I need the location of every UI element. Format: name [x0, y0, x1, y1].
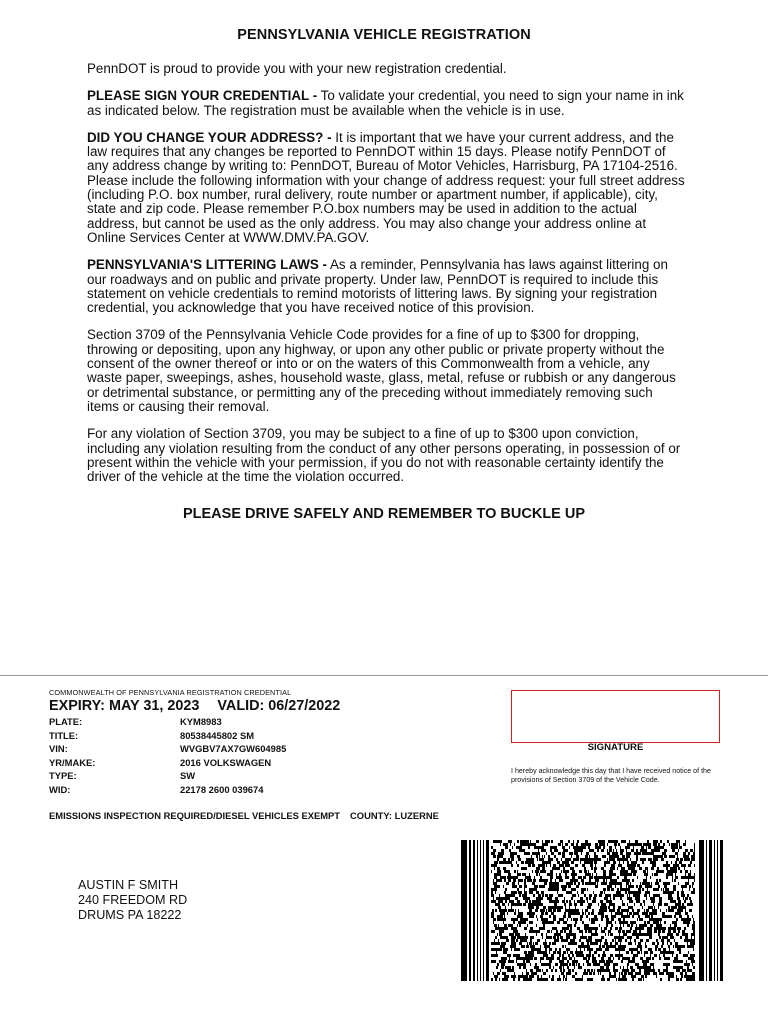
closing-message: PLEASE DRIVE SAFELY AND REMEMBER TO BUCKLE UP [182, 506, 586, 522]
intro-text: PennDOT is proud to provide you with your new registration credential. [87, 61, 507, 76]
address-text: It is important that we have your current address, and the law requires that any changes be reported to PennDOT within 15 days. Please notify PennDOT of any address change by writing to: PennDOT, Bureau of Motor Vehicles, Harrisburg, PA 17104-2516. Please include the following information with your change of address request: your full street address (including P.O. box number, rural delivery, route number or apartment number, if applicable), city, state and zip code. Please remember P.O.box numbers may be used in addition to the actual address, but cannot be used as the only address. You may also change your address online at Online Services Center at WWW.DMV.PA.GOV. [87, 129, 685, 245]
valid-date: VALID: 06/27/2022 [217, 698, 341, 714]
intro-paragraph [87, 62, 687, 76]
field-value: 2016 VOLKSWAGEN [180, 756, 272, 768]
field-value: WVGBV7AX7GW604985 [180, 743, 287, 754]
violation-paragraph [87, 427, 687, 484]
credential-header: COMMONWEALTH OF PENNSYLVANIA REGISTRATION CREDENTIAL [49, 688, 292, 697]
mailing-address [78, 878, 187, 924]
field-label: TYPE: [49, 770, 77, 781]
emissions-text: EMISSIONS INSPECTION REQUIRED/DIESEL VEHICLES EXEMPT [49, 810, 341, 821]
address-paragraph [87, 131, 687, 245]
county-text: COUNTY: LUZERNE [350, 810, 439, 821]
address-street: 240 FREEDOM RD [78, 893, 188, 908]
address-name: AUSTIN F SMITH [78, 878, 179, 892]
sign-heading: PLEASE SIGN YOUR CREDENTIAL - [87, 88, 318, 104]
signature-label: SIGNATURE [587, 742, 644, 753]
expiry-date: EXPIRY: MAY 31, 2023 [49, 698, 200, 714]
sign-text: To validate your credential, you need to sign your name in ink as indicated below. The registration must be available when the vehicle is in use. [87, 88, 684, 118]
emissions-line [49, 810, 439, 821]
document-title: PENNSYLVANIA VEHICLE REGISTRATION [237, 27, 531, 43]
field-label: PLATE: [49, 716, 83, 727]
field-value: 80538445802 SM [180, 729, 255, 741]
field-label: TITLE: [49, 729, 79, 741]
section-paragraph [87, 328, 687, 414]
signature-box[interactable] [511, 690, 720, 743]
field-label: WID: [49, 783, 71, 795]
letter-body [87, 62, 687, 497]
address-heading: DID YOU CHANGE YOUR ADDRESS? - [87, 129, 332, 145]
address-city: DRUMS PA 18222 [78, 908, 182, 923]
violation-text: For any violation of Section 3709, you may be subject to a fine of up to $300 upon conviction, including any violation resulting from the conduct of any other persons operating, in possession of or present within the vehicle with your permission, if you do not with reasonable certainty identify the driver of the vehicle at the time the violation occurred. [87, 426, 681, 485]
pdf417-barcode [461, 840, 723, 981]
expiry-line [49, 698, 340, 714]
littering-text: As a reminder, Pennsylvania has laws against littering on our roadways and on public and private property. Under law, PennDOT is required to include this statement on vehicle credentials to remind motorists of littering laws. By signing your registration credential, you acknowledge that you have received notice of this provision. [87, 257, 668, 316]
section-text: Section 3709 of the Pennsylvania Vehicle Code provides for a fine of up to $300 for dropping, throwing or depositing, upon any highway, or upon any other public or private property without the consent of the owner thereof or into or on the waters of this Commonwealth from a vehicle, any waste paper, sweepings, ashes, household waste, glass, metal, refuse or rubbish or any dangerous or detrimental substance, or permitting any of the preceding without immediately removing such items or causing their removal. [87, 327, 676, 414]
littering-paragraph [87, 258, 687, 315]
tear-off-divider [0, 675, 768, 676]
field-label: YR/MAKE: [49, 756, 96, 768]
littering-heading: PENNSYLVANIA'S LITTERING LAWS - [87, 257, 328, 273]
sign-paragraph [87, 89, 687, 118]
field-label: VIN: [49, 743, 68, 754]
field-value: 22178 2600 039674 [180, 783, 264, 795]
field-value: KYM8983 [180, 716, 222, 727]
field-value: SW [180, 770, 196, 781]
acknowledgement-text: I hereby acknowledge this day that I have received notice of the provisions of Section 3709 of the Vehicle Code. [511, 767, 711, 784]
